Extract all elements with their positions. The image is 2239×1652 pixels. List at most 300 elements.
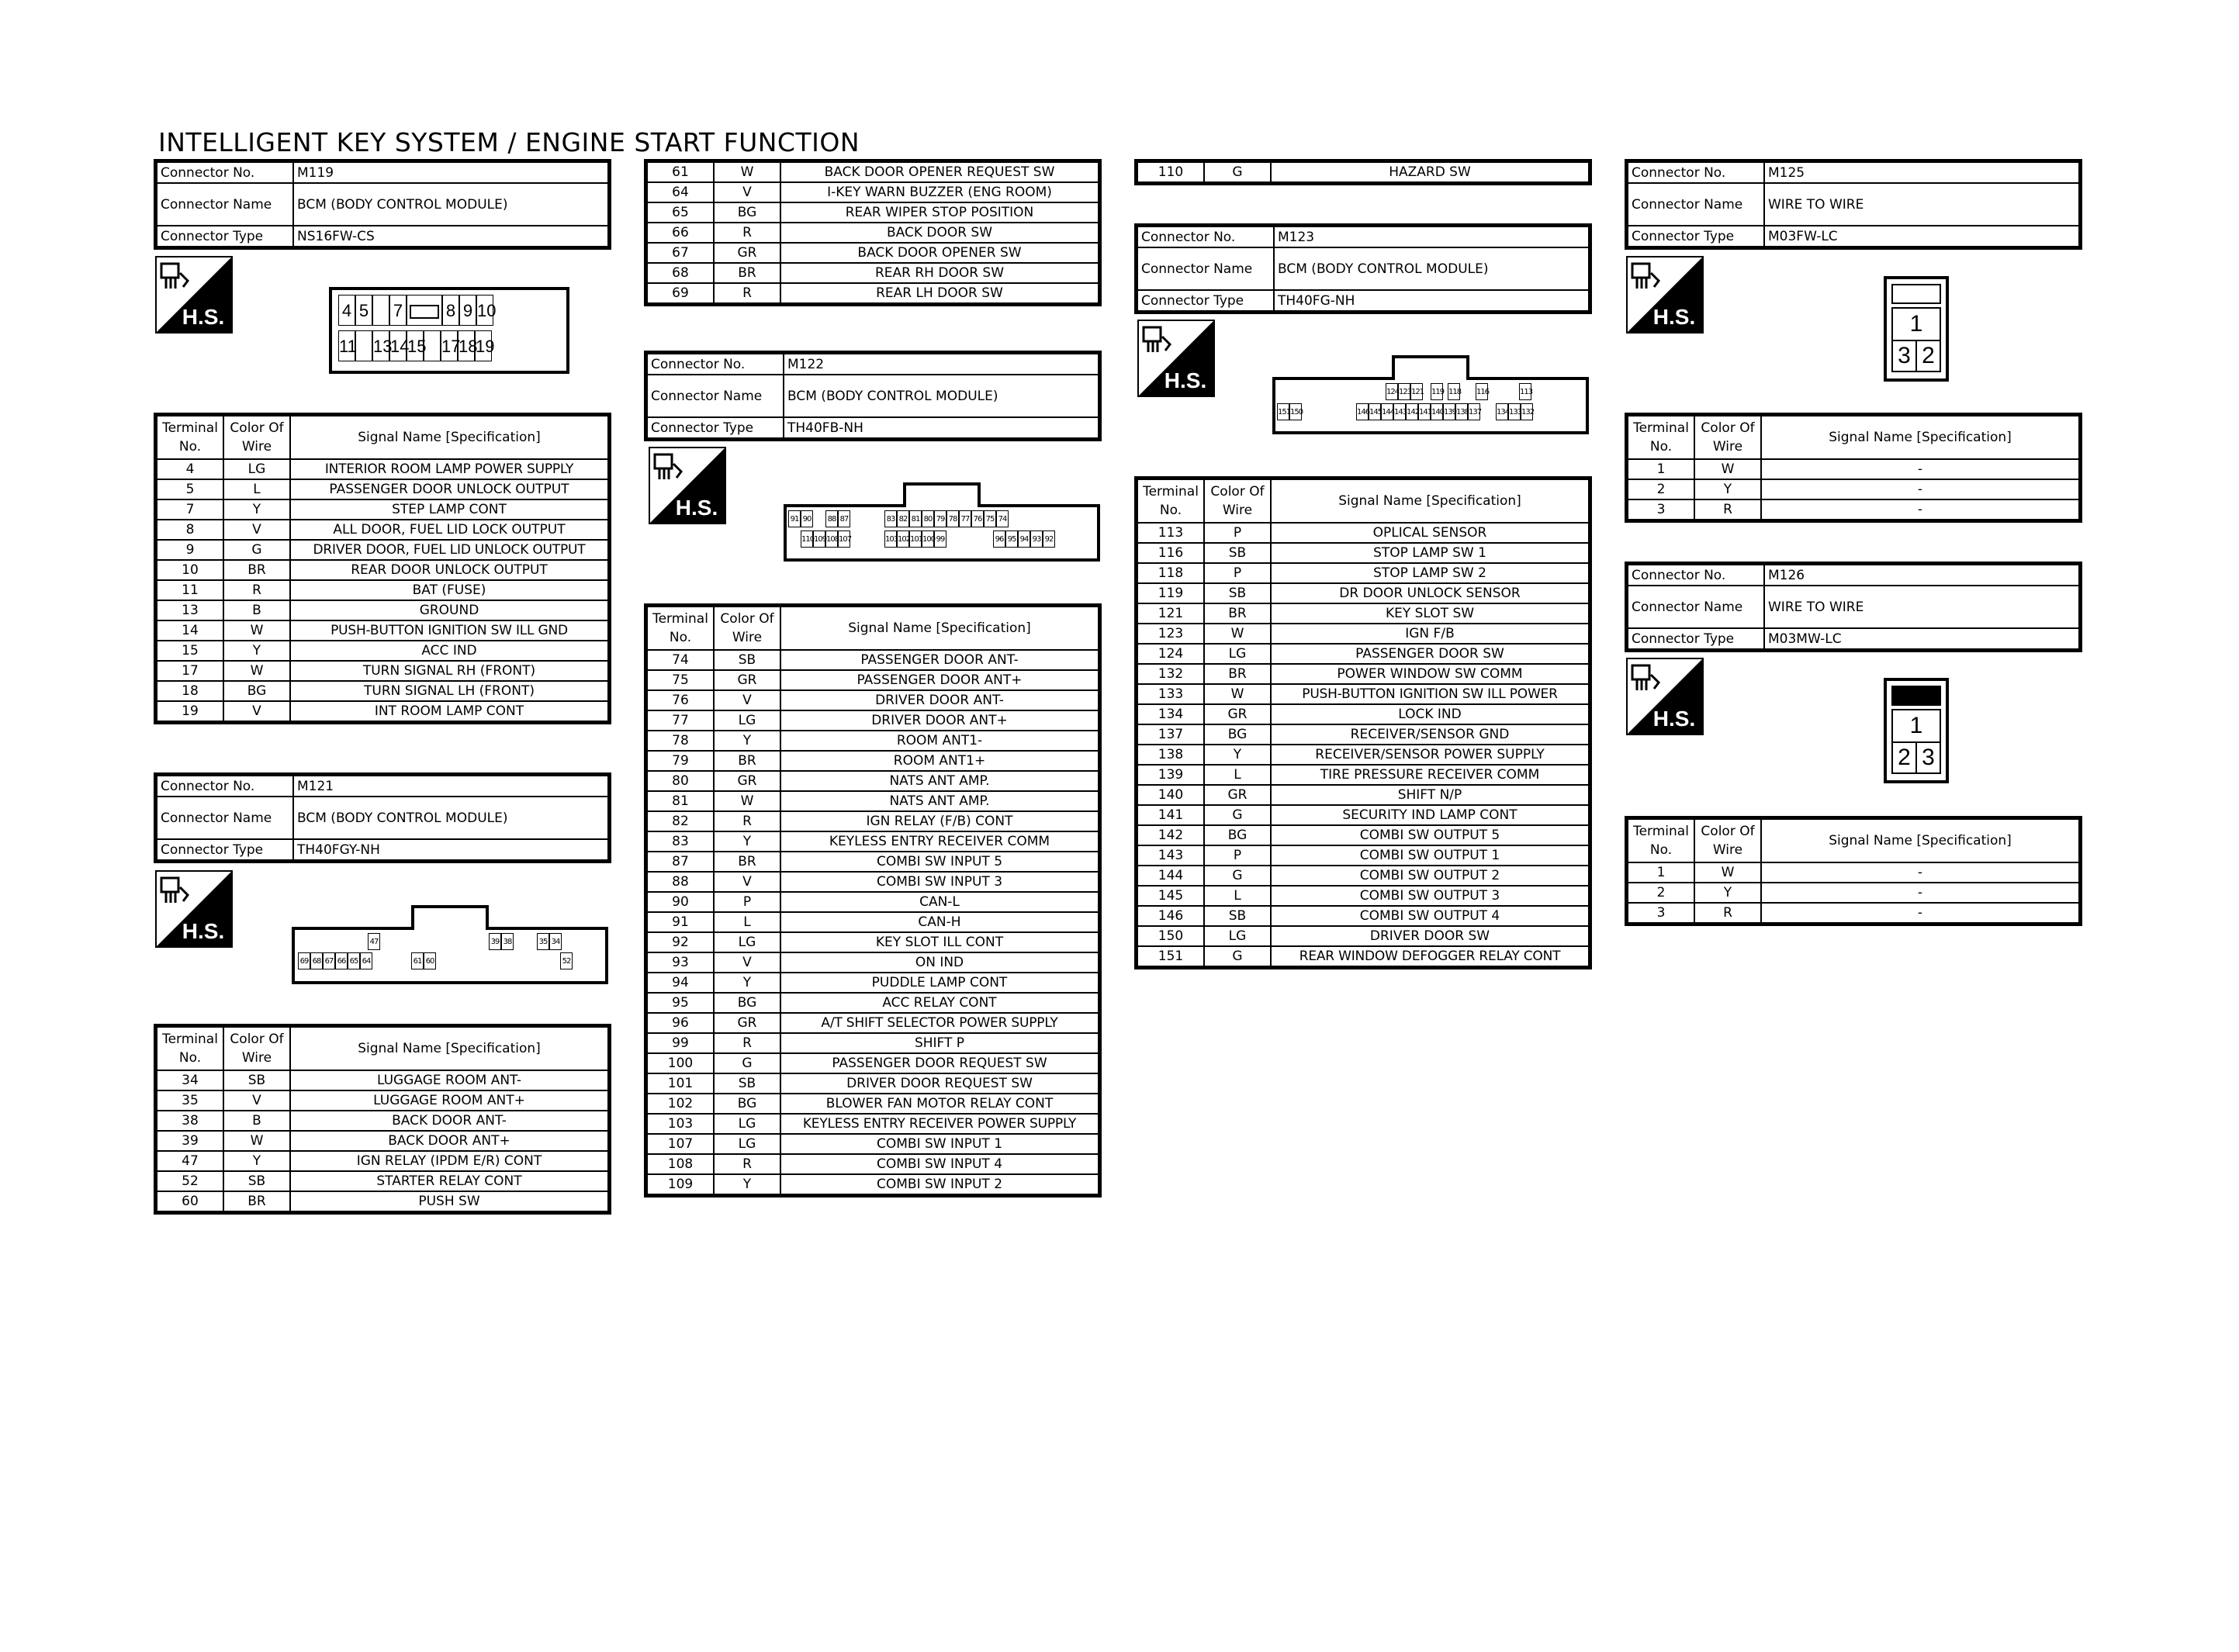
table-row (646, 731, 1100, 751)
signal-name-cell: STOP LAMP SW 1 (1271, 543, 1590, 563)
m121-connector-info (154, 772, 611, 863)
harness-side-icon (155, 870, 233, 948)
terminal-no-cell: 2 (1627, 883, 1695, 903)
connector-pin: 91 (788, 510, 801, 527)
table-row (646, 161, 1100, 183)
terminal-no-cell: 93 (646, 952, 715, 973)
color-of-wire-header: Color Of Wire (714, 606, 780, 651)
color-of-wire-header: Color Of Wire (1204, 479, 1271, 524)
connector-name-label: Connector Name (156, 183, 294, 226)
connector-pin: 93 (1030, 531, 1043, 548)
signal-name-cell: COMBI SW INPUT 4 (780, 1154, 1100, 1174)
wire-color-cell: BR (223, 560, 290, 580)
connector-pin: 141 (1418, 403, 1431, 420)
wire-color-cell: G (1204, 161, 1271, 184)
pin-1: 1 (1891, 709, 1941, 743)
connector-name-value: BCM (BODY CONTROL MODULE) (784, 375, 1100, 417)
terminal-no-cell: 110 (1137, 161, 1205, 184)
m122-terminal-table-continued (1134, 159, 1592, 185)
m121-terminal-table-continued (644, 159, 1102, 306)
wire-color-cell: GR (714, 1013, 780, 1033)
terminal-no-cell: 9 (156, 540, 224, 560)
table-row (156, 479, 610, 499)
signal-name-cell: - (1761, 862, 2081, 883)
terminal-no-cell: 82 (646, 811, 715, 831)
terminal-no-cell: 10 (156, 560, 224, 580)
wire-color-cell: SB (1204, 906, 1271, 926)
signal-name-cell: PASSENGER DOOR ANT- (780, 650, 1100, 670)
table-row (646, 1033, 1100, 1053)
signal-name-cell: I-KEY WARN BUZZER (ENG ROOM) (780, 182, 1100, 202)
connector-pin: 65 (348, 952, 360, 969)
table-row (1137, 785, 1590, 805)
terminal-no-cell: 60 (156, 1191, 224, 1213)
connector-type-value: M03MW-LC (1764, 628, 2081, 651)
m122-pins-top (788, 510, 1009, 527)
wire-color-cell: P (1204, 845, 1271, 866)
signal-name-cell: - (1761, 903, 2081, 924)
terminal-no-cell: 119 (1137, 583, 1205, 603)
connector-no-value: M121 (293, 775, 610, 797)
terminal-no-cell: 3 (1627, 499, 1695, 521)
wire-color-cell: W (1204, 684, 1271, 704)
connector-pin: 109 (813, 531, 825, 548)
connector-pin: 13 (372, 330, 389, 361)
wire-color-cell: W (1204, 624, 1271, 644)
terminal-no-cell: 38 (156, 1111, 224, 1131)
hs-label: H.S. (675, 496, 718, 520)
table-row (646, 932, 1100, 952)
connector-pin: 151 (1277, 403, 1289, 420)
terminal-no-cell: 52 (156, 1171, 224, 1191)
terminal-no-cell: 101 (646, 1073, 715, 1094)
connector-type-value: NS16FW-CS (293, 226, 610, 248)
table-row (156, 701, 610, 723)
signal-name-cell: COMBI SW OUTPUT 4 (1271, 906, 1590, 926)
hs-label: H.S. (182, 305, 225, 329)
color-of-wire-header: Color Of Wire (1694, 818, 1761, 863)
terminal-no-cell: 67 (646, 243, 715, 263)
table-row (646, 952, 1100, 973)
table-row (646, 1013, 1100, 1033)
wire-color-cell: SB (223, 1171, 290, 1191)
table-row (1137, 161, 1590, 184)
signal-name-cell: PASSENGER DOOR REQUEST SW (780, 1053, 1100, 1073)
signal-name-cell: PASSENGER DOOR UNLOCK OUTPUT (290, 479, 610, 499)
signal-name-cell: TIRE PRESSURE RECEIVER COMM (1271, 765, 1590, 785)
terminal-no-cell: 15 (156, 641, 224, 661)
wire-color-cell: R (714, 1154, 780, 1174)
wire-color-cell: V (714, 182, 780, 202)
connector-pin: 17 (441, 330, 458, 361)
table-row (646, 243, 1100, 263)
wire-color-cell: R (1694, 499, 1761, 521)
table-row (646, 1053, 1100, 1073)
signal-name-cell: INT ROOM LAMP CONT (290, 701, 610, 723)
signal-name-cell: COMBI SW INPUT 3 (780, 872, 1100, 892)
terminal-no-cell: 34 (156, 1070, 224, 1090)
connector-pin: 95 (1005, 531, 1018, 548)
table-row (1137, 563, 1590, 583)
wire-color-cell: LG (714, 1134, 780, 1154)
wire-color-cell: R (714, 811, 780, 831)
terminal-no-cell: 65 (646, 202, 715, 223)
wire-color-cell: Y (223, 1151, 290, 1171)
table-row (156, 1131, 610, 1151)
connector-pin: 10 (476, 295, 493, 326)
wire-color-cell: Y (714, 731, 780, 751)
table-row (1137, 805, 1590, 825)
connector-pin: 68 (310, 952, 323, 969)
table-row (646, 771, 1100, 791)
table-row (646, 973, 1100, 993)
terminal-no-cell: 81 (646, 791, 715, 811)
hs-label: H.S. (1652, 707, 1696, 731)
terminal-no-cell: 4 (156, 459, 224, 479)
wire-color-cell: W (714, 161, 780, 183)
connector-pin: 113 (1519, 383, 1531, 400)
wire-color-cell: L (1204, 886, 1271, 906)
connector-pin: 47 (368, 933, 380, 950)
connector-pin (372, 295, 389, 326)
m123-pins-bottom (1277, 403, 1533, 420)
terminal-no-cell: 80 (646, 771, 715, 791)
wire-color-cell: G (1204, 866, 1271, 886)
connector-name-value: BCM (BODY CONTROL MODULE) (293, 797, 610, 839)
connector-no-label: Connector No. (156, 775, 294, 797)
terminal-no-cell: 19 (156, 701, 224, 723)
terminal-no-cell: 18 (156, 681, 224, 701)
wire-color-cell: L (714, 912, 780, 932)
signal-name-cell: A/T SHIFT SELECTOR POWER SUPPLY (780, 1013, 1100, 1033)
wire-color-cell: LG (1204, 926, 1271, 946)
m121-pins-top (298, 933, 562, 950)
signal-name-cell: - (1761, 499, 2081, 521)
m123-terminal-table (1134, 476, 1592, 969)
connector-no-value: M125 (1764, 161, 2081, 184)
signal-name-cell: GROUND (290, 600, 610, 620)
signal-name-cell: ROOM ANT1+ (780, 751, 1100, 771)
table-row (646, 1134, 1100, 1154)
connector-pin: 119 (1431, 383, 1443, 400)
terminal-no-cell: 116 (1137, 543, 1205, 563)
pin-2: 2 (1915, 340, 1941, 372)
wire-color-cell: Y (714, 831, 780, 852)
wire-color-cell: Y (223, 641, 290, 661)
m121-connector-latch (411, 905, 489, 930)
terminal-no-cell: 35 (156, 1090, 224, 1111)
connector-no-label: Connector No. (1627, 564, 1765, 586)
signal-name-cell: PUSH-BUTTON IGNITION SW ILL GND (290, 620, 610, 641)
wire-color-cell: BG (1204, 724, 1271, 745)
terminal-no-cell: 109 (646, 1174, 715, 1196)
table-row (1137, 624, 1590, 644)
terminal-no-cell: 140 (1137, 785, 1205, 805)
table-row (1137, 684, 1590, 704)
signal-name-cell: COMBI SW INPUT 1 (780, 1134, 1100, 1154)
terminal-no-cell: 61 (646, 161, 715, 183)
terminal-no-cell: 145 (1137, 886, 1205, 906)
table-row (1137, 543, 1590, 563)
connector-pin: 88 (825, 510, 838, 527)
connector-pin: 96 (993, 531, 1005, 548)
connector-pin: 35 (537, 933, 549, 950)
connector-pin: 34 (549, 933, 562, 950)
connector-pin: 107 (838, 531, 850, 548)
wire-color-cell: LG (714, 710, 780, 731)
connector-pin: 134 (1496, 403, 1508, 420)
signal-name-cell: SECURITY IND LAMP CONT (1271, 805, 1590, 825)
connector-pin: 75 (984, 510, 996, 527)
table-row (1627, 479, 2081, 499)
m123-connector-info (1134, 223, 1592, 314)
wire-color-cell: BG (714, 993, 780, 1013)
terminal-no-header: Terminal No. (156, 1026, 224, 1071)
m122-pins-bottom (788, 531, 1055, 548)
wire-color-cell: R (1694, 903, 1761, 924)
connector-pin: 92 (1043, 531, 1055, 548)
connector-pin (355, 330, 372, 361)
connector-type-value: TH40FG-NH (1274, 290, 1590, 313)
wire-color-cell: P (714, 892, 780, 912)
table-row (646, 690, 1100, 710)
connector-pin: 83 (884, 510, 897, 527)
wire-color-cell: G (1204, 805, 1271, 825)
signal-name-cell: RECEIVER/SENSOR POWER SUPPLY (1271, 745, 1590, 765)
connector-pin: 11 (338, 330, 355, 361)
wire-color-cell: B (223, 600, 290, 620)
connector-name-value: WIRE TO WIRE (1764, 183, 2081, 226)
connector-type-value: M03FW-LC (1764, 226, 2081, 248)
wire-color-cell: B (223, 1111, 290, 1131)
signal-name-cell: BAT (FUSE) (290, 580, 610, 600)
connector-pin: 110 (801, 531, 813, 548)
m119-pins-bottom (338, 330, 495, 361)
connector-pin: 66 (335, 952, 348, 969)
table-row (156, 520, 610, 540)
connector-pin: 79 (934, 510, 946, 527)
table-row (156, 641, 610, 661)
signal-name-cell: COMBI SW OUTPUT 5 (1271, 825, 1590, 845)
table-row (1137, 926, 1590, 946)
m123-connector-latch (1392, 355, 1469, 380)
connector-pin: 143 (1393, 403, 1406, 420)
signal-name-cell: - (1761, 479, 2081, 499)
signal-name-cell: KEYLESS ENTRY RECEIVER COMM (780, 831, 1100, 852)
connector-pin: 146 (1356, 403, 1369, 420)
table-row (646, 811, 1100, 831)
signal-name-cell: POWER WINDOW SW COMM (1271, 664, 1590, 684)
connector-pin: 60 (424, 952, 436, 969)
table-row (156, 560, 610, 580)
wire-color-cell: R (714, 1033, 780, 1053)
table-row (1137, 906, 1590, 926)
m122-connector-info (644, 351, 1102, 441)
table-row (1137, 724, 1590, 745)
signal-name-cell: PUDDLE LAMP CONT (780, 973, 1100, 993)
signal-name-cell: STEP LAMP CONT (290, 499, 610, 520)
table-row (646, 263, 1100, 283)
table-row (646, 283, 1100, 305)
terminal-no-cell: 77 (646, 710, 715, 731)
terminal-no-cell: 138 (1137, 745, 1205, 765)
wire-color-cell: LG (223, 459, 290, 479)
m123-pins-top (1277, 383, 1531, 400)
table-row (156, 1151, 610, 1171)
wire-color-cell: P (1204, 563, 1271, 583)
signal-name-cell: COMBI SW OUTPUT 3 (1271, 886, 1590, 906)
connector-no-label: Connector No. (1627, 161, 1765, 184)
connector-pin: 116 (1476, 383, 1488, 400)
wire-color-cell: GR (1204, 704, 1271, 724)
signal-name-header: Signal Name [Specification] (1271, 479, 1590, 524)
terminal-no-cell: 87 (646, 852, 715, 872)
signal-name-cell: DRIVER DOOR REQUEST SW (780, 1073, 1100, 1094)
signal-name-cell: DR DOOR UNLOCK SENSOR (1271, 583, 1590, 603)
connector-type-label: Connector Type (156, 839, 294, 862)
signal-name-cell: LOCK IND (1271, 704, 1590, 724)
connector-pin: 102 (897, 531, 909, 548)
m121-pins-bottom (298, 952, 573, 969)
harness-side-icon (1626, 256, 1704, 334)
table-row (1137, 825, 1590, 845)
wire-color-cell: P (1204, 523, 1271, 543)
connector-pin: 8 (442, 295, 459, 326)
connector-pin: 124 (1386, 383, 1398, 400)
wire-color-cell: SB (714, 1073, 780, 1094)
wire-color-cell: BR (714, 852, 780, 872)
terminal-no-cell: 94 (646, 973, 715, 993)
wire-color-cell: GR (714, 771, 780, 791)
connector-pin: 39 (489, 933, 501, 950)
signal-name-cell: DRIVER DOOR ANT- (780, 690, 1100, 710)
connector-no-label: Connector No. (156, 161, 294, 184)
table-row (646, 1073, 1100, 1094)
m122-terminal-table (644, 603, 1102, 1198)
table-row (646, 751, 1100, 771)
terminal-no-cell: 68 (646, 263, 715, 283)
wire-color-cell: BR (223, 1191, 290, 1213)
connector-pin: 101 (909, 531, 922, 548)
signal-name-cell: - (1761, 883, 2081, 903)
connector-pin: 78 (946, 510, 959, 527)
terminal-no-cell: 8 (156, 520, 224, 540)
color-of-wire-header: Color Of Wire (1694, 415, 1761, 460)
signal-name-cell: BACK DOOR OPENER REQUEST SW (780, 161, 1100, 183)
connector-name-value: BCM (BODY CONTROL MODULE) (1274, 247, 1590, 290)
m121-terminal-table (154, 1024, 611, 1215)
signal-name-cell: KEYLESS ENTRY RECEIVER POWER SUPPLY (780, 1114, 1100, 1134)
table-row (646, 202, 1100, 223)
wire-color-cell: L (223, 479, 290, 499)
connector-name-value: WIRE TO WIRE (1764, 586, 2081, 628)
wire-color-cell: GR (714, 243, 780, 263)
m126-key (1891, 686, 1941, 706)
signal-name-header: Signal Name [Specification] (1761, 415, 2081, 460)
table-row (646, 710, 1100, 731)
pin-2: 2 (1891, 741, 1917, 774)
table-row (1137, 946, 1590, 968)
table-row (156, 1090, 610, 1111)
terminal-no-cell: 143 (1137, 845, 1205, 866)
connector-pin: 138 (1455, 403, 1468, 420)
terminal-no-cell: 17 (156, 661, 224, 681)
table-row (1137, 745, 1590, 765)
signal-name-cell: LUGGAGE ROOM ANT+ (290, 1090, 610, 1111)
terminal-no-cell: 7 (156, 499, 224, 520)
table-row (1137, 845, 1590, 866)
wire-color-cell: SB (223, 1070, 290, 1090)
table-row (646, 1094, 1100, 1114)
connector-name-label: Connector Name (1137, 247, 1275, 290)
signal-name-cell: REAR RH DOOR SW (780, 263, 1100, 283)
harness-side-icon (155, 256, 233, 334)
connector-pin: 67 (323, 952, 335, 969)
connector-type-value: TH40FB-NH (784, 417, 1100, 440)
connector-pin: 132 (1521, 403, 1533, 420)
signal-name-header: Signal Name [Specification] (780, 606, 1100, 651)
connector-pin: 99 (934, 531, 946, 548)
terminal-no-cell: 100 (646, 1053, 715, 1073)
terminal-no-cell: 144 (1137, 866, 1205, 886)
signal-name-cell: SHIFT N/P (1271, 785, 1590, 805)
terminal-no-header: Terminal No. (1627, 818, 1695, 863)
terminal-no-cell: 123 (1137, 624, 1205, 644)
signal-name-cell: ACC IND (290, 641, 610, 661)
table-row (646, 993, 1100, 1013)
connector-pin: 4 (338, 295, 355, 326)
wire-color-cell: Y (223, 499, 290, 520)
signal-name-cell: BACK DOOR SW (780, 223, 1100, 243)
wire-color-cell: W (714, 791, 780, 811)
connector-pin: 80 (922, 510, 934, 527)
hs-label: H.S. (1164, 368, 1207, 392)
wire-color-cell: Y (714, 973, 780, 993)
wire-color-cell: V (223, 701, 290, 723)
m125-connector-info (1625, 159, 2082, 250)
terminal-no-cell: 141 (1137, 805, 1205, 825)
wire-color-cell: GR (714, 670, 780, 690)
signal-name-cell: ALL DOOR, FUEL LID LOCK OUTPUT (290, 520, 610, 540)
m125-connector-face (1884, 276, 1949, 382)
wire-color-cell: L (1204, 765, 1271, 785)
wire-color-cell: BG (1204, 825, 1271, 845)
terminal-no-header: Terminal No. (1137, 479, 1205, 524)
table-row (646, 892, 1100, 912)
connector-pin: 74 (996, 510, 1009, 527)
signal-name-cell: SHIFT P (780, 1033, 1100, 1053)
wire-color-cell: Y (714, 1174, 780, 1196)
signal-name-cell: BACK DOOR OPENER SW (780, 243, 1100, 263)
connector-pin: 144 (1381, 403, 1393, 420)
wire-color-cell: V (223, 520, 290, 540)
signal-name-cell: INTERIOR ROOM LAMP POWER SUPPLY (290, 459, 610, 479)
table-row (646, 182, 1100, 202)
wire-color-cell: BG (714, 202, 780, 223)
terminal-no-cell: 47 (156, 1151, 224, 1171)
terminal-no-cell: 64 (646, 182, 715, 202)
m126-connector-face (1884, 678, 1949, 783)
terminal-no-cell: 102 (646, 1094, 715, 1114)
signal-name-cell: CAN-L (780, 892, 1100, 912)
signal-name-cell: OPLICAL SENSOR (1271, 523, 1590, 543)
terminal-no-cell: 96 (646, 1013, 715, 1033)
table-row (1137, 866, 1590, 886)
terminal-no-header: Terminal No. (646, 606, 715, 651)
connector-pin: 87 (838, 510, 850, 527)
connector-pin: 61 (411, 952, 424, 969)
wire-color-cell: BG (223, 681, 290, 701)
